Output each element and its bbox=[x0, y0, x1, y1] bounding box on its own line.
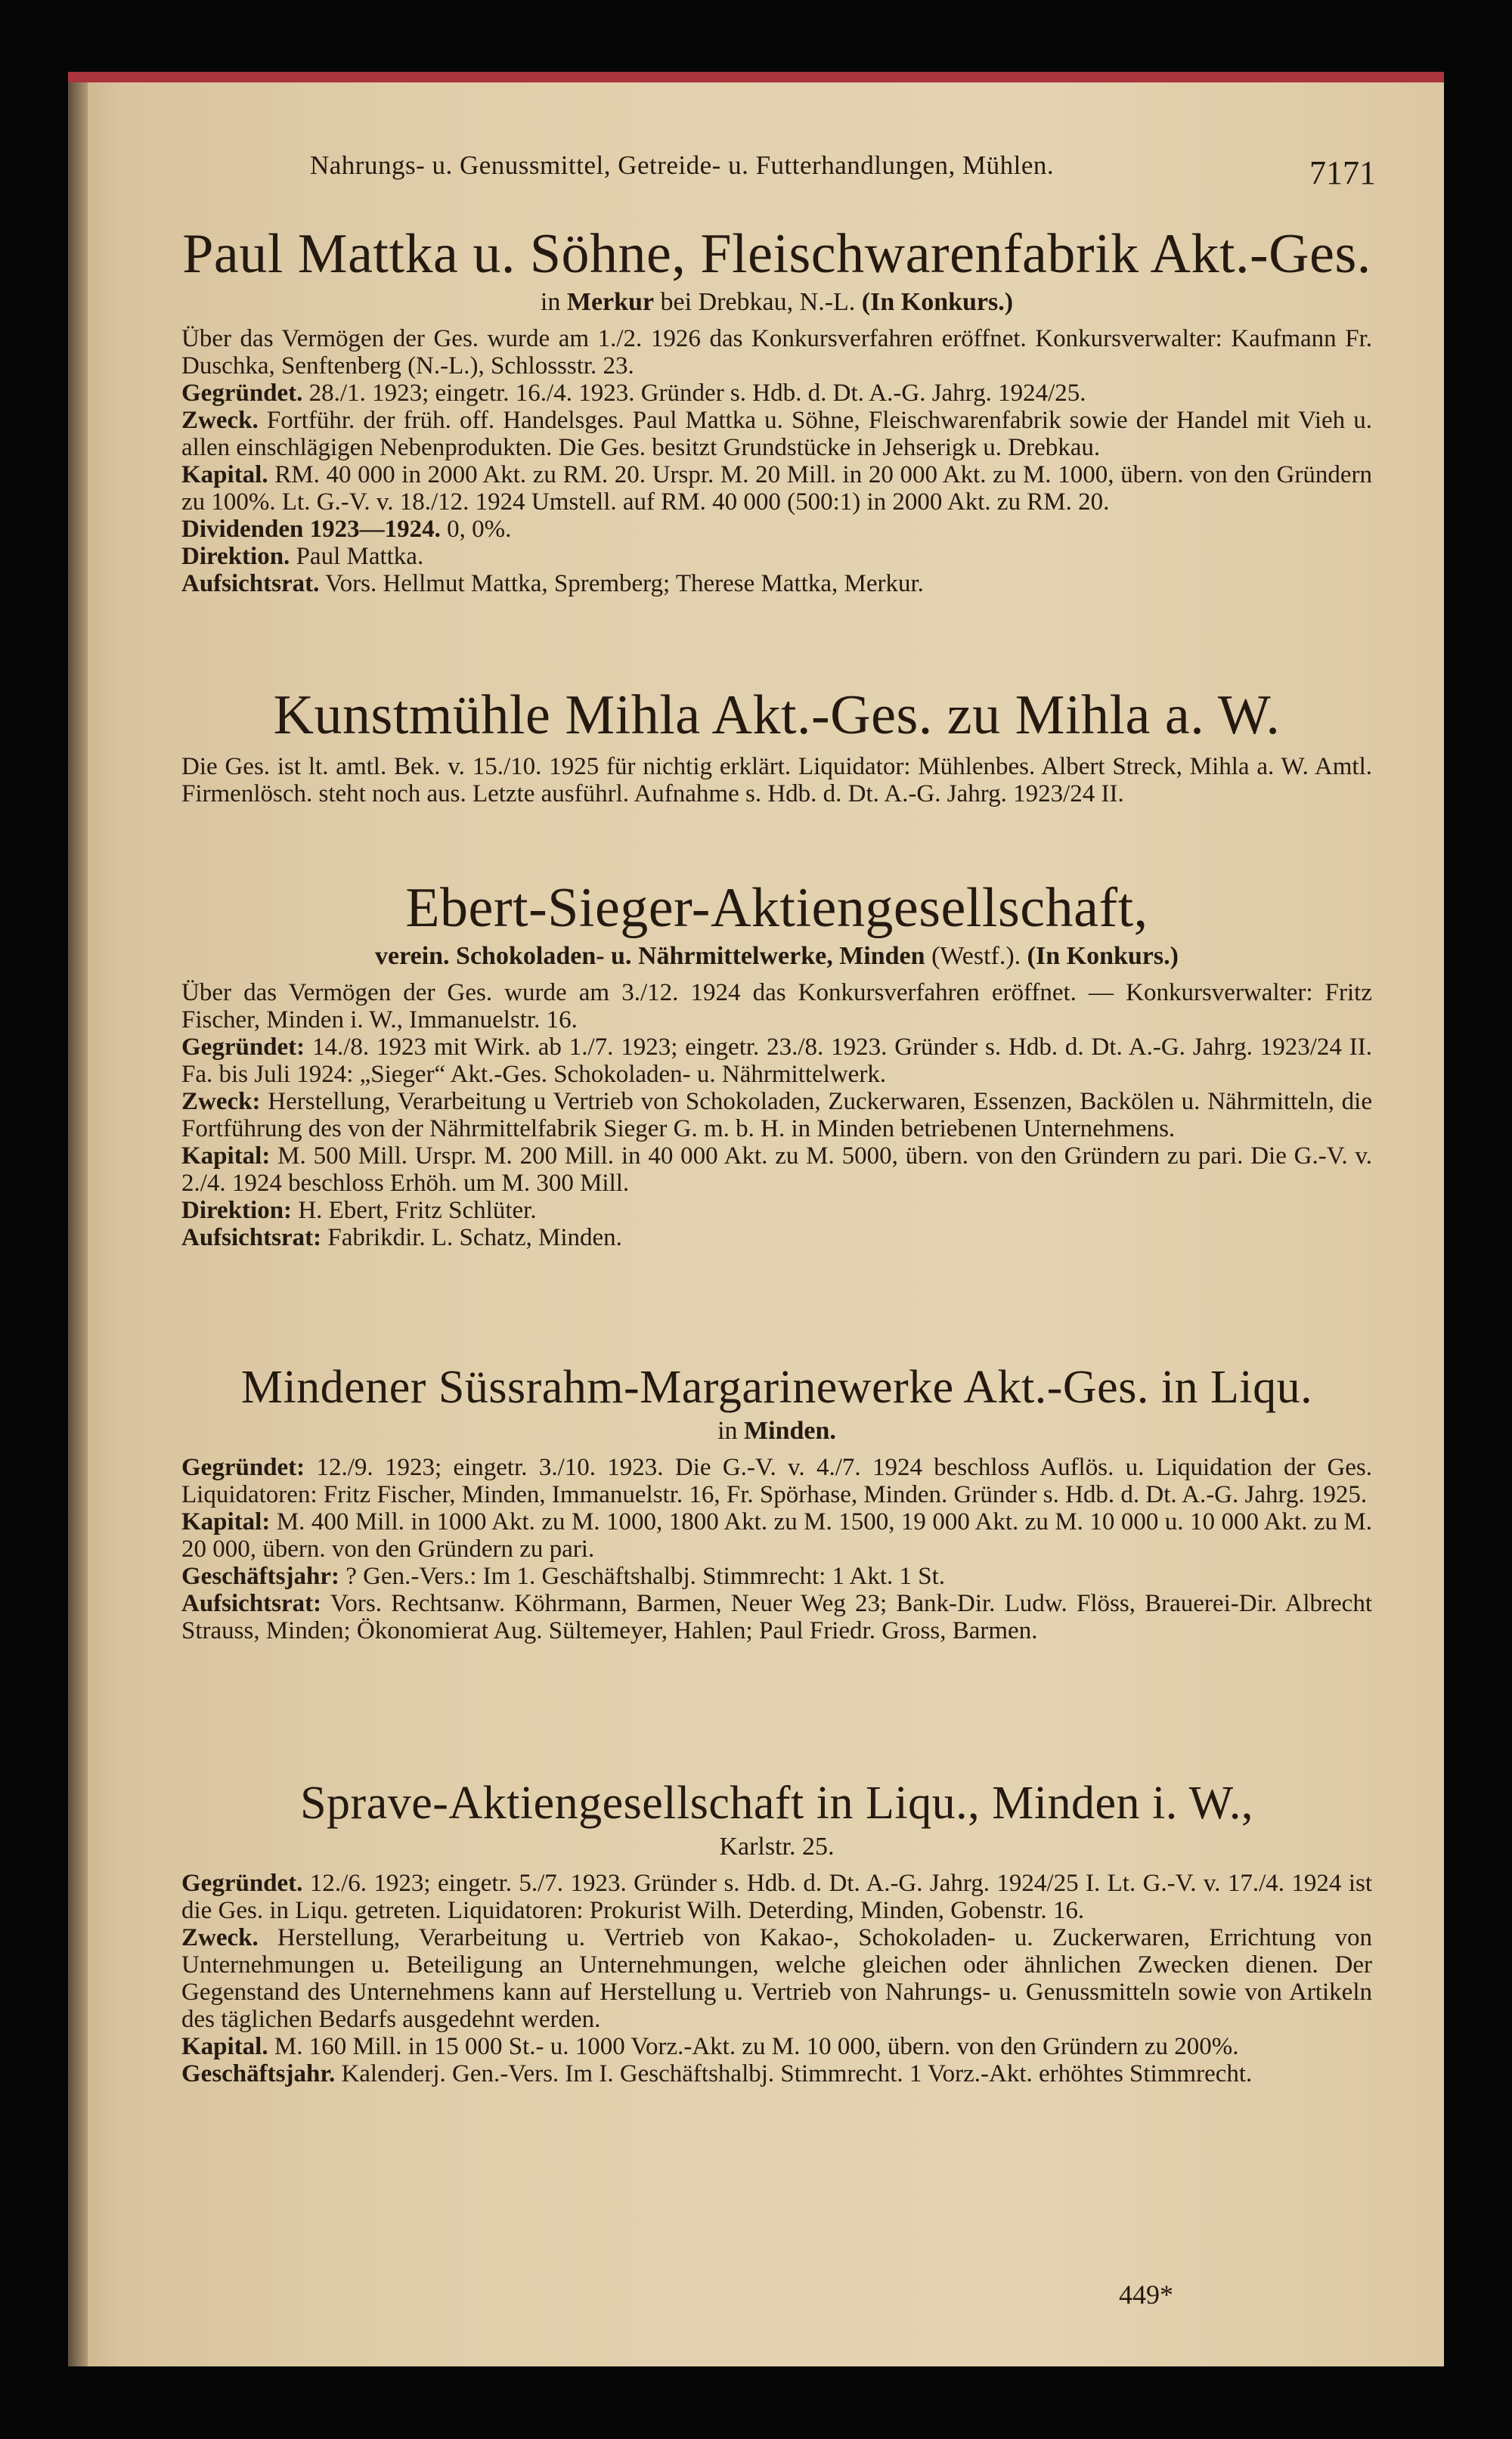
paragraph bbox=[181, 1508, 1372, 1563]
paragraph bbox=[181, 1197, 1372, 1224]
paragraph-text: Vors. Rechtsanw. Köhrmann, Barmen, Neuer Weg 23; Bank-Dir. Ludw. Flöss, Brauerei-Dir. Albrecht Strauss, Minden; Ökonomierat Aug. Sültemeyer, Hahlen; Paul Friedr. Gross, Barmen. bbox=[181, 1590, 1372, 1644]
entry-body bbox=[181, 325, 1372, 597]
paragraph bbox=[181, 461, 1372, 516]
paragraph-label: Geschäftsjahr. bbox=[181, 2060, 336, 2087]
paragraph-label: Kapital. bbox=[181, 461, 268, 488]
paragraph bbox=[181, 1088, 1372, 1142]
paragraph-text: 12./9. 1923; eingetr. 3./10. 1923. Die G.-V. v. 4./7. 1924 beschloss Auflös. u. Liquidation der Ges. Liquidatoren: Fritz Fischer, Minden, Immanuelstr. 16, Fr. Spörhase, Minden. Gründer s. Hdb. d. Dt. A.-G. Jahrg. 1925. bbox=[181, 1454, 1373, 1508]
paragraph-text: H. Ebert, Fritz Schlüter. bbox=[298, 1197, 537, 1224]
entry-body bbox=[181, 1454, 1372, 1644]
paragraph bbox=[181, 1924, 1372, 2033]
paragraph-label: Aufsichtsrat: bbox=[181, 1590, 322, 1617]
entry-title: Sprave-Aktiengesellschaft in Liqu., Minden i. W., bbox=[300, 1777, 1253, 1829]
paragraph bbox=[181, 1590, 1372, 1644]
location-suffix: bei Drebkau, N.-L. bbox=[654, 288, 862, 316]
paragraph-text: Herstellung, Verarbeitung u Vertrieb von Schokoladen, Zuckerwaren, Essenzen, Backölen u. Nährmitteln, die Fortführung des von der Nährmittelfabrik Sieger G. m. b. H. in Minden betriebenen Unternehmens. bbox=[181, 1088, 1372, 1142]
paragraph-label: Zweck. bbox=[181, 1924, 259, 1951]
location-prefix: in bbox=[540, 288, 567, 316]
paragraph-label: Aufsichtsrat. bbox=[181, 570, 320, 597]
paragraph-label: Gegründet: bbox=[181, 1454, 305, 1481]
paragraph bbox=[181, 1224, 1372, 1251]
paragraph-text: RM. 40 000 in 2000 Akt. zu RM. 20. Urspr. M. 20 Mill. in 20 000 Akt. zu M. 1000, übern. von den Gründern zu 100%. Lt. G.-V. v. 18./12. 1924 Umstell. auf RM. 40 000 (500:1) in 2000 Akt. zu RM. 20. bbox=[181, 461, 1372, 516]
paragraph-label: Kapital: bbox=[181, 1508, 271, 1536]
paragraph-label: Gegründet: bbox=[181, 1034, 305, 1061]
location-suffix: (Westf.). bbox=[925, 942, 1027, 970]
paragraph-label: Zweck: bbox=[181, 1088, 261, 1115]
paragraph bbox=[181, 543, 1372, 570]
paragraph bbox=[181, 325, 1372, 380]
paragraph bbox=[181, 1034, 1372, 1088]
paragraph-label: Gegründet. bbox=[181, 1870, 303, 1897]
paragraph bbox=[181, 1454, 1372, 1508]
entry-title: Mindener Süssrahm-Margarinewerke Akt.-Ges. in Liqu. bbox=[240, 1362, 1313, 1413]
paragraph bbox=[181, 1563, 1372, 1590]
paragraph-text: M. 400 Mill. in 1000 Akt. zu M. 1000, 1800 Akt. zu M. 1500, 19 000 Akt. zu M. 10 000 u. 10 000 Akt. zu M. 20 000, übern. von den Gründern zu pari. bbox=[181, 1508, 1372, 1563]
entry-body bbox=[181, 1870, 1372, 2087]
location-name: Merkur bbox=[566, 288, 655, 316]
entry-location bbox=[181, 940, 1372, 973]
entry-body bbox=[181, 979, 1372, 1251]
paragraph bbox=[181, 1870, 1372, 1924]
entry-location bbox=[181, 286, 1372, 319]
paragraph-label: Kapital. bbox=[181, 2033, 268, 2060]
paragraph bbox=[181, 1142, 1372, 1197]
paragraph-text: Herstellung, Verarbeitung u. Vertrieb von Kakao-, Schokoladen- u. Zuckerwaren, Errichtung von Unternehmungen u. Beteiligung an Unternehmungen, welche gleichen oder ähnlichen Zwecken dienen. Der Gegenstand des Unternehmens kann auf Herstellung u. Vertrieb von Nahrungs- u. Genussmitteln sowie von Artikeln des täglichen Bedarfs ausgedehnt werden. bbox=[181, 1924, 1373, 2033]
paragraph bbox=[181, 979, 1372, 1034]
entry-kunstmuehle-mihla bbox=[181, 683, 1372, 807]
document-page bbox=[68, 72, 1444, 2366]
entry-body bbox=[181, 753, 1372, 807]
paragraph-text: ? Gen.-Vers.: Im 1. Geschäftshalbj. Stimmrecht: 1 Akt. 1 St. bbox=[345, 1563, 946, 1590]
entry-ebert-sieger bbox=[181, 876, 1372, 1251]
paragraph-text: 28./1. 1923; eingetr. 16./4. 1923. Gründer s. Hdb. d. Dt. A.-G. Jahrg. 1924/25. bbox=[308, 380, 1086, 407]
location-name: Minden. bbox=[744, 1417, 836, 1445]
signature-mark: 449* bbox=[1119, 2279, 1173, 2310]
paragraph-text: M. 500 Mill. Urspr. M. 200 Mill. in 40 000 Akt. zu M. 5000, übern. von den Gründern zu pari. Die G.-V. v. 2./4. 1924 beschloss Erhöh. um M. 300 Mill. bbox=[181, 1142, 1372, 1197]
paragraph-text: Paul Mattka. bbox=[296, 543, 424, 570]
paragraph-label: Dividenden 1923—1924. bbox=[181, 516, 441, 543]
location-name: verein. Schokoladen- u. Nährmittelwerke, Minden bbox=[375, 942, 925, 970]
status-badge: (In Konkurs.) bbox=[861, 288, 1014, 316]
entry-sprave bbox=[181, 1776, 1372, 2087]
running-title: Nahrungs- u. Genussmittel, Getreide- u. Futterhandlungen, Mühlen. bbox=[310, 150, 1055, 180]
status-badge: (In Konkurs.) bbox=[1027, 942, 1179, 970]
paragraph-label: Geschäftsjahr: bbox=[181, 1563, 339, 1590]
paragraph-label: Gegründet. bbox=[181, 380, 303, 407]
paragraph bbox=[181, 2060, 1372, 2087]
entry-title: Kunstmühle Mihla Akt.-Ges. zu Mihla a. W. bbox=[273, 684, 1281, 746]
paragraph-text: Vors. Hellmut Mattka, Spremberg; Therese Mattka, Merkur. bbox=[325, 570, 924, 597]
paragraph-label: Zweck. bbox=[181, 407, 259, 434]
paragraph-text: 0, 0%. bbox=[447, 516, 512, 543]
paragraph-text: Die Ges. ist lt. amtl. Bek. v. 15./10. 1925 für nichtig erklärt. Liquidator: Mühlenbes. Albert Streck, Mihla a. W. Amtl. Firmenlösch. steht noch aus. Letzte ausführl. Aufnahme s. Hdb. d. Dt. A.-G. Jahrg. 1923/24 II. bbox=[181, 753, 1372, 807]
paragraph-label: Direktion. bbox=[181, 543, 290, 570]
paragraph-label: Kapital: bbox=[181, 1142, 271, 1170]
paragraph-text: 14./8. 1923 mit Wirk. ab 1./7. 1923; eingetr. 23./8. 1923. Gründer s. Hdb. d. Dt. A.-G. Jahrg. 1923/24 II. Fa. bis Juli 1924: „Sieger“ Akt.-Ges. Schokoladen- u. Nährmittelwerk. bbox=[181, 1034, 1373, 1088]
paragraph-text: Fortführ. der früh. off. Handelsges. Paul Mattka u. Söhne, Fleischwarenfabrik sowie der Handel mit Vieh u. allen einschlägigen Nebenprodukten. Die Ges. besitzt Grundstücke in Jehserigk u. Drebkau. bbox=[181, 407, 1372, 461]
paragraph-label: Aufsichtsrat: bbox=[181, 1224, 322, 1251]
paragraph bbox=[181, 2033, 1372, 2060]
entry-location bbox=[181, 1415, 1372, 1448]
paragraph-text: 12./6. 1923; eingetr. 5./7. 1923. Gründer s. Hdb. d. Dt. A.-G. Jahrg. 1924/25 I. Lt. G.-V. v. 17./4. 1924 ist die Ges. in Liqu. getreten. Liquidatoren: Prokurist Wilh. Deterding, Minden, Gobenstr. 16. bbox=[181, 1870, 1373, 1924]
paragraph-label: Direktion: bbox=[181, 1197, 293, 1224]
page-number: 7171 bbox=[1309, 154, 1376, 191]
paragraph-text: Fabrikdir. L. Schatz, Minden. bbox=[327, 1224, 622, 1251]
entry-address: Karlstr. 25. bbox=[719, 1833, 835, 1861]
paragraph-text: M. 160 Mill. in 15 000 St.- u. 1000 Vorz.-Akt. zu M. 10 000, übern. von den Gründern zu 200%. bbox=[274, 2033, 1239, 2060]
location-prefix: in bbox=[717, 1417, 745, 1445]
paragraph bbox=[181, 753, 1372, 807]
entry-mindener-suessrahm bbox=[181, 1360, 1372, 1644]
paragraph-text: Über das Vermögen der Ges. wurde am 1./2. 1926 das Konkursverfahren eröffnet. Konkursverwalter: Kaufmann Fr. Duschka, Senftenberg (N.-L.), Schlossstr. 23. bbox=[181, 325, 1372, 380]
paragraph bbox=[181, 516, 1372, 543]
paragraph bbox=[181, 380, 1372, 407]
entry-title: Paul Mattka u. Söhne, Fleischwarenfabrik Akt.-Ges. bbox=[182, 223, 1371, 285]
paragraph bbox=[181, 570, 1372, 597]
paragraph-text: Kalenderj. Gen.-Vers. Im I. Geschäftshalbj. Stimmrecht. 1 Vorz.-Akt. erhöhtes Stimmrecht. bbox=[341, 2060, 1253, 2087]
paragraph-text: Über das Vermögen der Ges. wurde am 3./12. 1924 das Konkursverfahren eröffnet. — Konkursverwalter: Fritz Fischer, Minden i. W., Immanuelstr. 16. bbox=[181, 979, 1372, 1034]
entry-paul-mattka bbox=[181, 222, 1372, 597]
paragraph bbox=[181, 407, 1372, 461]
entry-title: Ebert-Sieger-Aktiengesellschaft, bbox=[405, 877, 1148, 939]
